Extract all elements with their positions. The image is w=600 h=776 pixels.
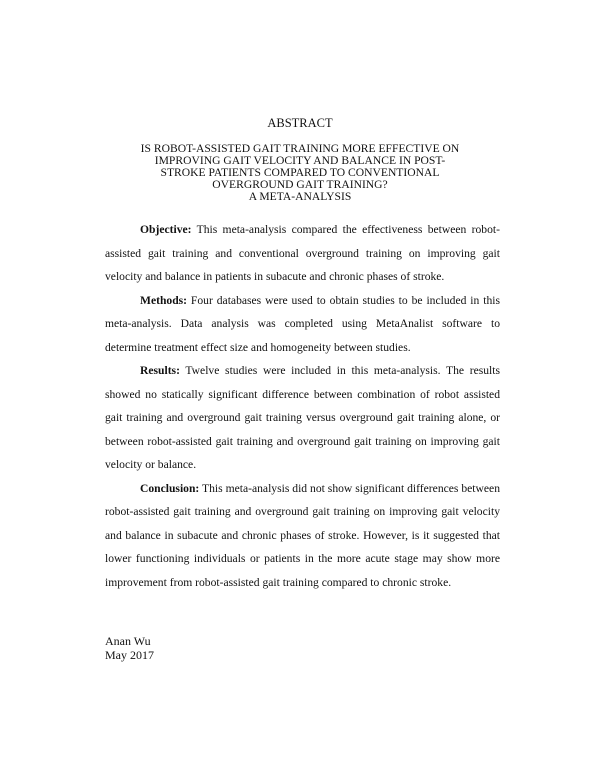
title-line: A META-ANALYSIS (248, 190, 352, 203)
results-paragraph (105, 359, 500, 477)
methods-label: Methods: (140, 293, 188, 307)
conclusion-label: Conclusion: (140, 481, 200, 495)
conclusion-paragraph (105, 477, 500, 595)
title-line: IMPROVING GAIT VELOCITY AND BALANCE IN POST- (154, 154, 446, 167)
results-label: Results: (140, 364, 180, 377)
abstract-heading: ABSTRACT (267, 116, 333, 130)
abstract-body (105, 218, 500, 594)
date: May 2017 (105, 648, 154, 662)
objective-text: This meta-analysis compared the effectiveness between robot-assisted gait training and conventional overground training on improving gait velocity and balance in patients in subacute and chronic phases of stroke. (105, 223, 500, 283)
paper-title (0, 143, 600, 203)
signature-block (105, 634, 154, 662)
objective-label: Objective: (140, 223, 192, 236)
results-text: Twelve studies were included in this meta-analysis. The results showed no statically significant difference between combination of robot assisted gait training and overground gait training versus overground gait training alone, or between robot-assisted gait training and overground gait training on improving gait velocity or balance. (105, 364, 500, 471)
title-line: OVERGROUND GAIT TRAINING? (212, 178, 388, 191)
title-line: STROKE PATIENTS COMPARED TO CONVENTIONAL (160, 166, 440, 179)
methods-paragraph (105, 289, 500, 360)
title-line: IS ROBOT-ASSISTED GAIT TRAINING MORE EFFECTIVE ON (140, 142, 460, 155)
methods-text: Four databases were used to obtain studies to be included in this meta-analysis. Data analysis was completed using MetaAnalist software to determine treatment effect size and homogeneity between studies. (105, 293, 500, 354)
objective-paragraph (105, 218, 500, 289)
conclusion-text: This meta-analysis did not show significant differences between robot-assisted gait training and overground gait training on improving gait velocity and balance in subacute and chronic phases of stroke. However, is it suggested that lower functioning individuals or patients in the more acute stage may show more improvement from robot-assisted gait training compared to chronic stroke. (105, 481, 500, 589)
author-name: Anan Wu (105, 634, 151, 648)
